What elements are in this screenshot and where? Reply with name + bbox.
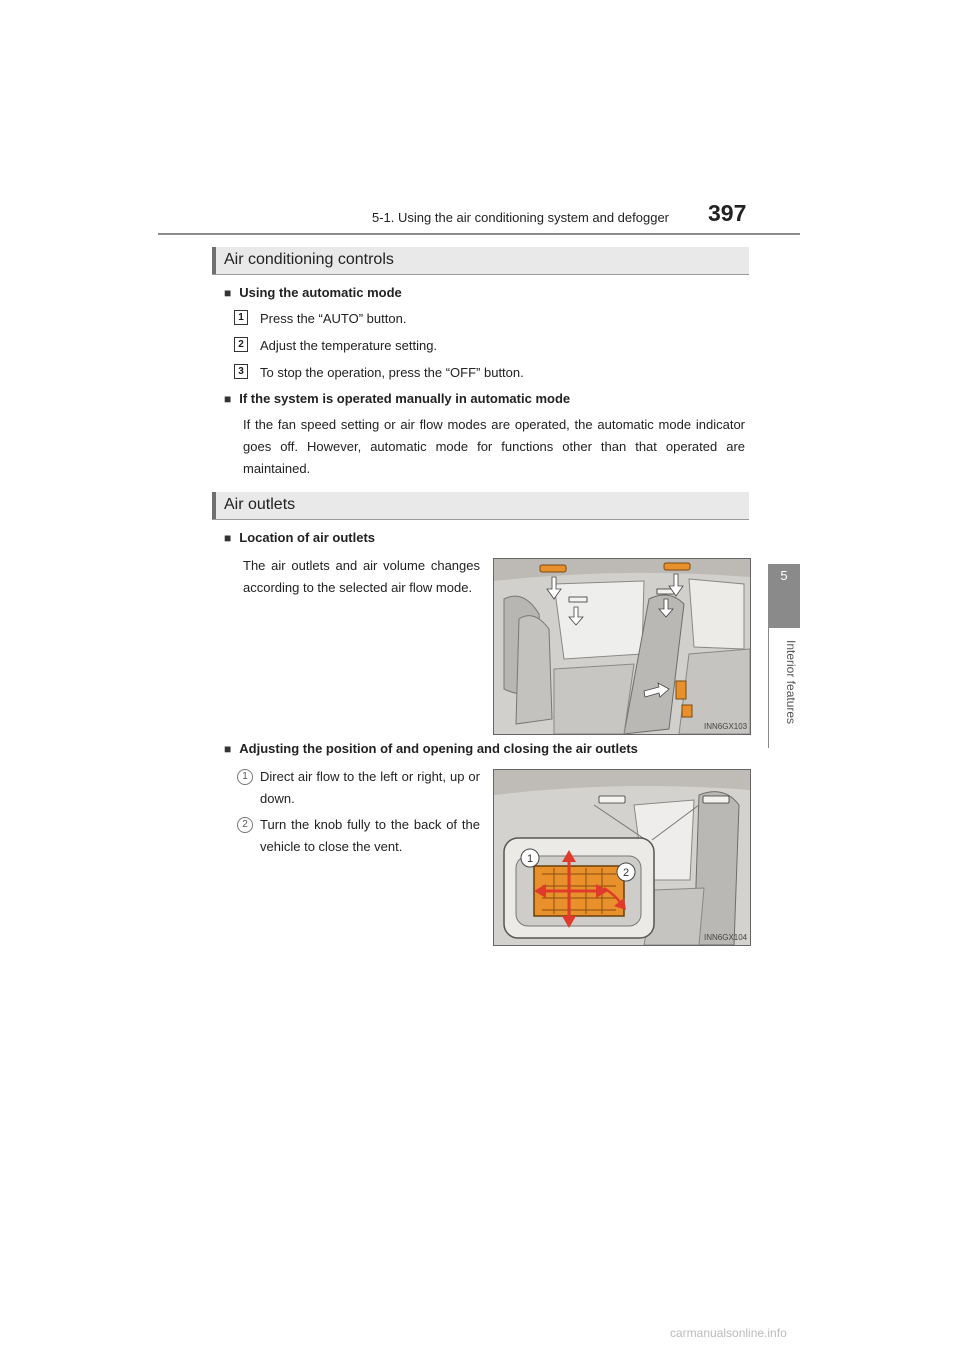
- section-header-air-outlets: [212, 492, 749, 520]
- figure-code-1: INN6GX103: [704, 722, 748, 731]
- subheading-automatic-mode: ■ Using the automatic mode: [224, 285, 402, 300]
- figure-outlet-adjustment: [493, 769, 751, 946]
- page-number: 397: [708, 200, 747, 226]
- subheading-manual-operation: ■ If the system is operated manually in automatic mode: [224, 391, 570, 406]
- item-text-2: Turn the knob fully to the back of the vehicle to close the vent.: [260, 817, 480, 854]
- item-number-2: 2: [237, 817, 253, 833]
- section-header-air-conditioning-controls: [212, 247, 749, 275]
- callout-label-1: 1: [526, 853, 534, 865]
- chapter-title: 5-1. Using the air conditioning system and defogger: [372, 210, 670, 225]
- callout-label-2: 2: [622, 867, 630, 879]
- step-number-2: 2: [234, 337, 248, 352]
- outlet-adjustment-illustration: [494, 770, 750, 945]
- step-number-1: 1: [234, 310, 248, 325]
- manual-operation-text: If the fan speed setting or air flow modes are operated, the automatic mode indicator goes off. However, automatic mode for functions other than that operated are maintained.: [243, 417, 745, 476]
- item-number-1: 1: [237, 769, 253, 785]
- item-text-1: Direct air flow to the left or right, up or down.: [260, 769, 480, 806]
- footer-watermark: carmanualsonline.info: [670, 1326, 787, 1340]
- step-text-1: Press the “AUTO” button.: [260, 311, 407, 326]
- section-title: Air conditioning controls: [224, 251, 394, 268]
- step-text-2: Adjust the temperature setting.: [260, 338, 438, 353]
- step-number-3: 3: [234, 364, 248, 379]
- header-rule: [158, 233, 800, 235]
- subheading-location-of-air-outlets: ■ Location of air outlets: [224, 530, 375, 545]
- interior-illustration: [494, 559, 750, 734]
- figure-code-2: INN6GX104: [704, 933, 748, 942]
- figure-air-outlet-locations: [493, 558, 751, 735]
- section-title: Air outlets: [224, 496, 296, 513]
- subheading-adjusting-outlets: ■ Adjusting the position of and opening and closing the air outlets: [224, 741, 638, 756]
- step-text-3: To stop the operation, press the “OFF” button.: [260, 365, 524, 380]
- chapter-tab-number: 5: [780, 568, 788, 583]
- location-text: The air outlets and air volume changes according to the selected air flow mode.: [243, 558, 480, 595]
- chapter-tab-line: [768, 628, 769, 748]
- chapter-tab-label: Interior features: [784, 640, 798, 725]
